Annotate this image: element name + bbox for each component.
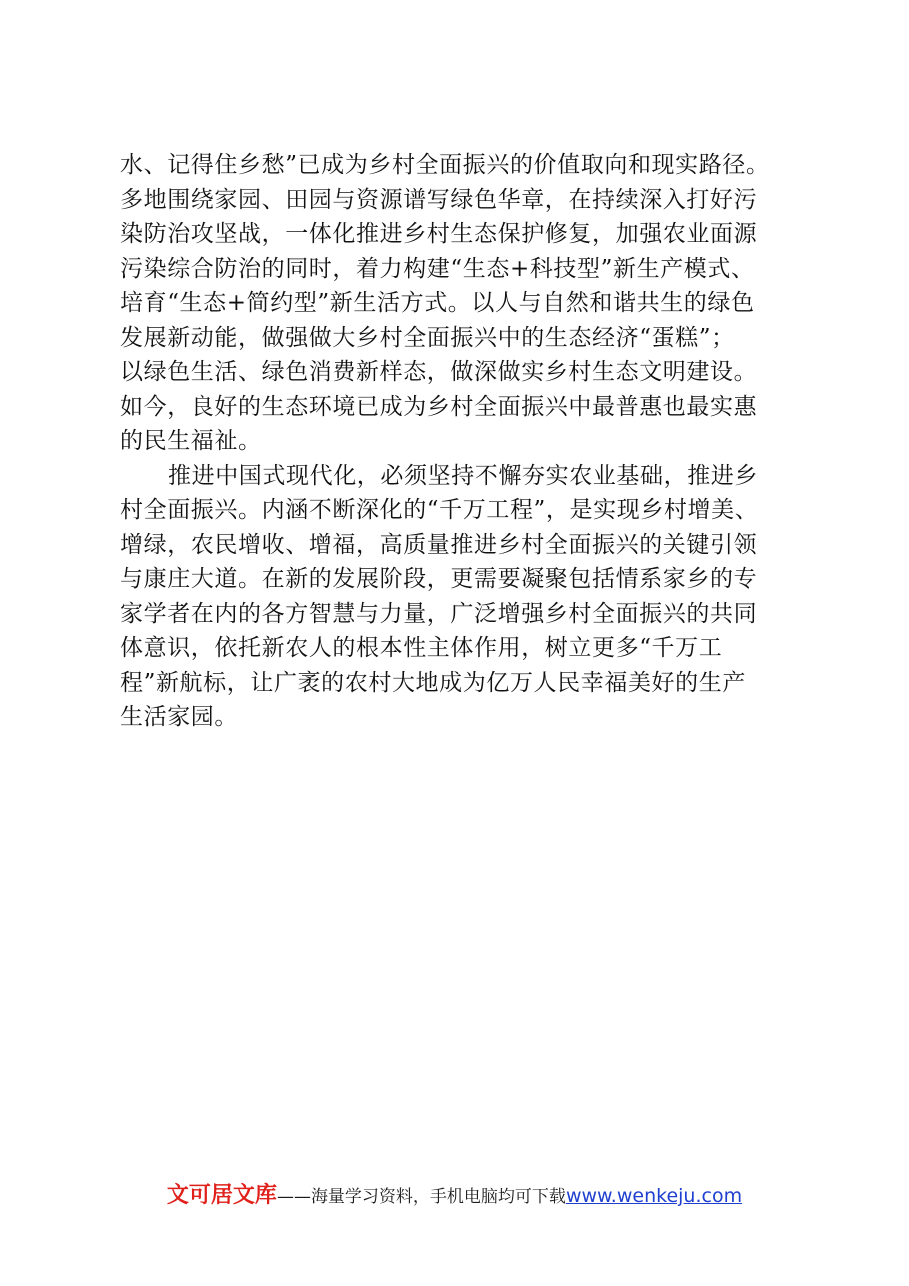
paragraph-1-line-9: 的民生福祉。 bbox=[120, 428, 262, 454]
paragraph-1-line-4: 污染综合防治的同时，着力构建“生态+科技型”新生产模式、 bbox=[120, 255, 755, 282]
paragraph-1-line-8: 如今，良好的生态环境已成为乡村全面振兴中最普惠也最实惠 bbox=[120, 393, 758, 420]
paragraph-2-line-8: 生活家园。 bbox=[120, 704, 238, 730]
paragraph-2-line-5: 家学者在内的各方智慧与力量，广泛增强乡村全面振兴的共同 bbox=[120, 600, 758, 627]
page-footer bbox=[0, 1181, 909, 1212]
footer-description: ——海量学习资料，手机电脑均可下载 bbox=[276, 1187, 566, 1207]
paragraph-2-line-4: 与康庄大道。在新的发展阶段，更需要凝聚包括情系家乡的专 bbox=[120, 566, 758, 592]
paragraph-1-line-5: 培育“生态+简约型”新生活方式。以人与自然和谐共生的绿色 bbox=[120, 290, 755, 316]
paragraph-2-line-3: 增绿，农民增收、增福，高质量推进乡村全面振兴的关键引领 bbox=[120, 531, 758, 558]
footer-brand-name: 文可居文库 bbox=[166, 1183, 277, 1208]
paragraph-1-line-3: 染防治攻坚战，一体化推进乡村生态保护修复，加强农业面源 bbox=[120, 221, 758, 247]
footer-website-link[interactable]: www.wenkeju.com bbox=[565, 1185, 743, 1207]
paragraph-1-line-2: 多地围绕家园、田园与资源谱写绿色华章，在持续深入打好污 bbox=[120, 186, 758, 213]
document-body bbox=[120, 148, 820, 735]
paragraph-2-line-2: 村全面振兴。内涵不断深化的“千万工程”，是实现乡村增美、 bbox=[120, 497, 759, 523]
paragraph-1-line-7: 以绿色生活、绿色消费新样态，做深做实乡村生态文明建设。 bbox=[120, 359, 758, 385]
paragraph-1-line-1: 水、记得住乡愁”已成为乡村全面振兴的价值取向和现实路径。 bbox=[120, 152, 770, 178]
paragraph-2-line-7: 程”新航标，让广袤的农村大地成为亿万人民幸福美好的生产 bbox=[120, 669, 746, 696]
paragraph-2-line-6: 体意识，依托新农人的根本性主体作用，树立更多“千万工 bbox=[120, 635, 723, 661]
paragraph-2-line-1: 推进中国式现代化，必须坚持不懈夯实农业基础，推进乡 bbox=[168, 462, 758, 489]
paragraph-1-line-6: 发展新动能，做强做大乡村全面振兴中的生态经济“蛋糕”； bbox=[120, 324, 735, 351]
